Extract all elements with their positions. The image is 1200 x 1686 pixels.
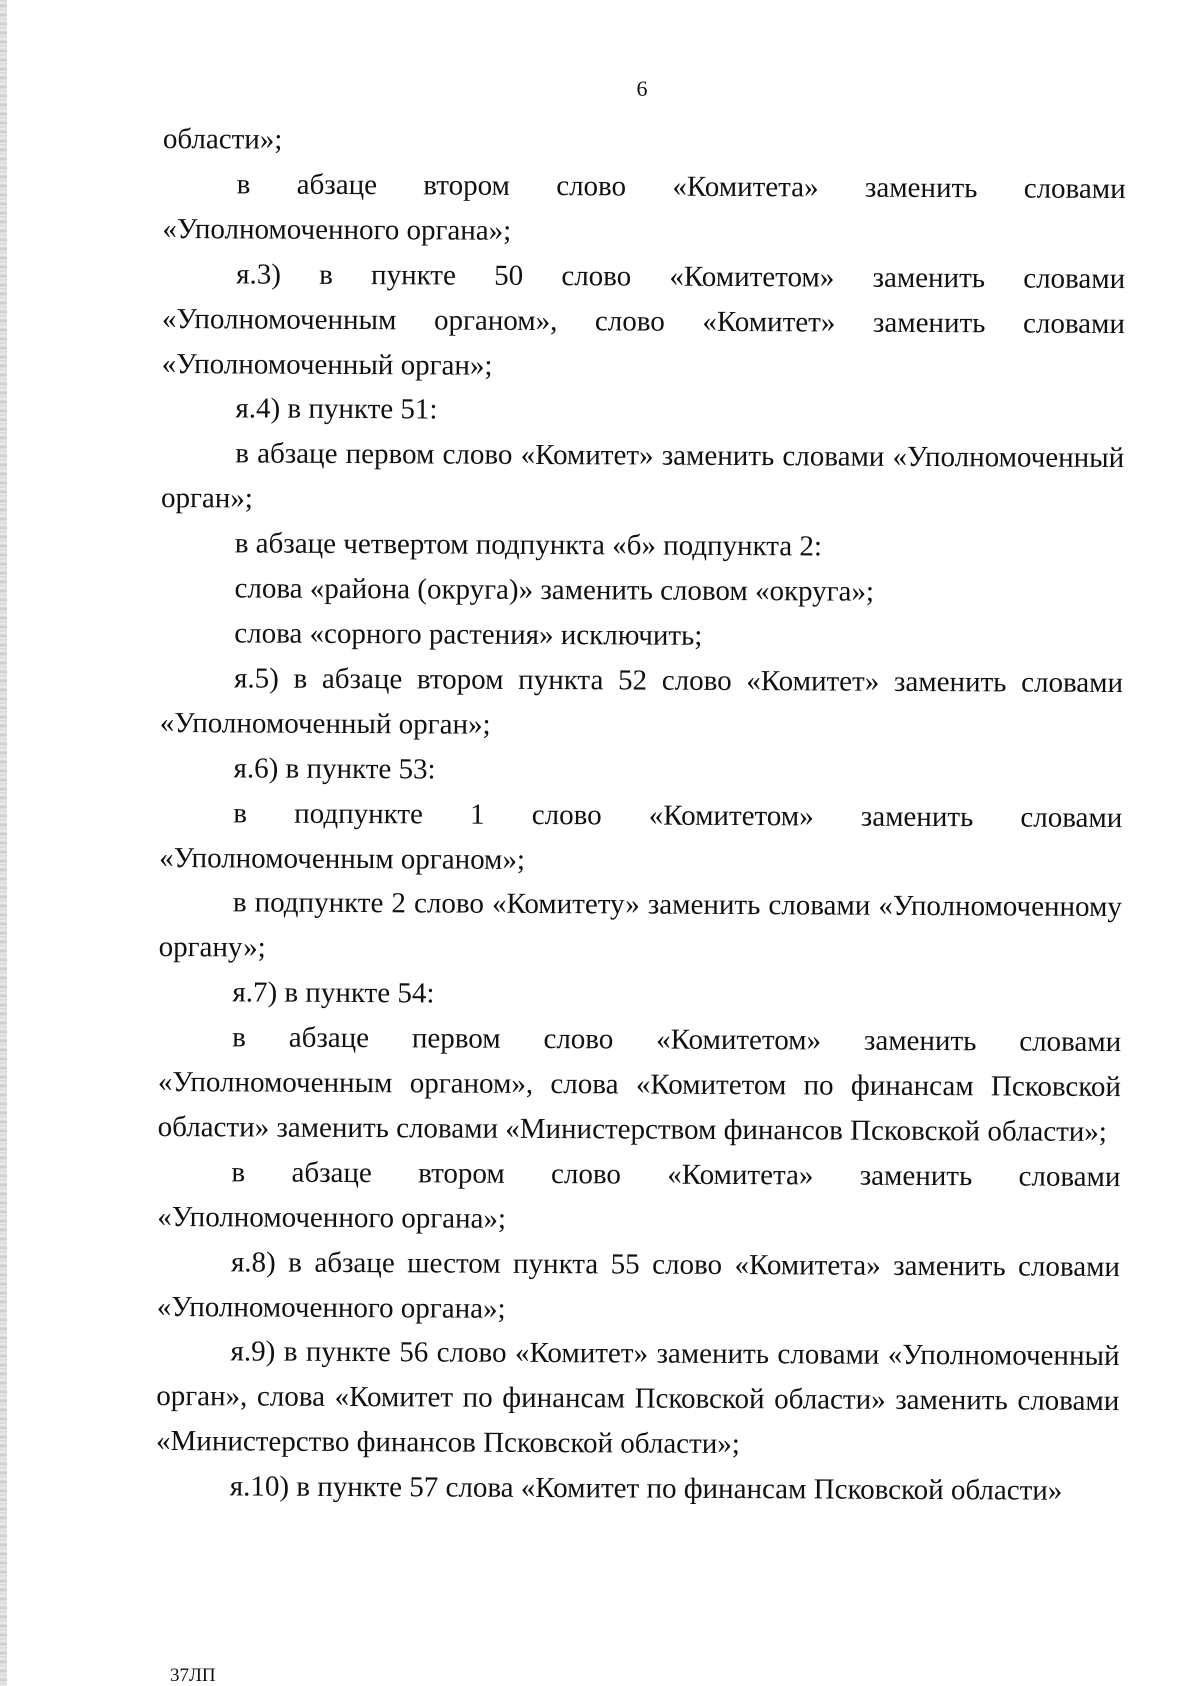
paragraph-10: я.6) в пункте 53: <box>233 752 436 786</box>
paragraph-13: я.7) в пункте 54: <box>232 976 435 1010</box>
paragraph-18: я.10) в пункте 57 слова «Комитет по финансам Псковской области» <box>229 1470 1063 1507</box>
document-body <box>156 117 1126 1514</box>
paragraph-3: я.3) в пункте 50 слово «Комитетом» заменить словами «Уполномоченным органом», слово «Комитет» заменить словами «Уполномоченный орган»; <box>161 258 1126 382</box>
paragraph-15: в абзаце втором слово «Комитета» заменить словами «Уполномоченного органа»; <box>157 1156 1121 1235</box>
paragraph-7: слова «района (округа)» заменить словом «округа»; <box>234 572 875 608</box>
paragraph-11: в подпункте 1 слово «Комитетом» заменить словами «Уполномоченным органом»; <box>159 796 1123 876</box>
paragraph-2: в абзаце втором слово «Комитета» заменить словами «Уполномоченного органа»; <box>162 168 1126 247</box>
paragraph-9: я.5) в абзаце втором пункта 52 слово «Комитет» заменить словами «Уполномоченный орган»; <box>159 662 1124 741</box>
paragraph-14: в абзаце первом слово «Комитетом» заменить словами «Уполномоченным органом», слова «Комитетом по финансам Псковской области» заменить словами «Министерством финансов Псковской области»; <box>157 1021 1122 1148</box>
paragraph-6: в абзаце четвертом подпункта «б» подпункта 2: <box>234 527 823 563</box>
paragraph-12: в подпункте 2 слово «Комитету» заменить словами «Уполномоченному органу»; <box>158 886 1122 964</box>
paragraph-8: слова «сорного растения» исключить; <box>234 617 703 652</box>
scan-edge <box>0 0 7 1686</box>
document-code: 37ЛП <box>170 1665 216 1686</box>
paragraph-5: в абзаце первом слово «Комитет» заменить словами «Уполномоченный орган»; <box>160 437 1125 515</box>
page-number: 6 <box>636 76 648 101</box>
paragraph-16: я.8) в абзаце шестом пункта 55 слово «Комитета» заменить словами «Уполномоченного органа»; <box>156 1246 1121 1325</box>
paragraph-17: я.9) в пункте 56 слово «Комитет» заменить словами «Уполномоченный орган», слова «Комитет по финансам Псковской области» заменить словами «Министерство финансов Псковской области»; <box>155 1335 1120 1461</box>
paragraph-1: области»; <box>162 122 283 156</box>
paragraph-4: я.4) в пункте 51: <box>235 392 438 426</box>
